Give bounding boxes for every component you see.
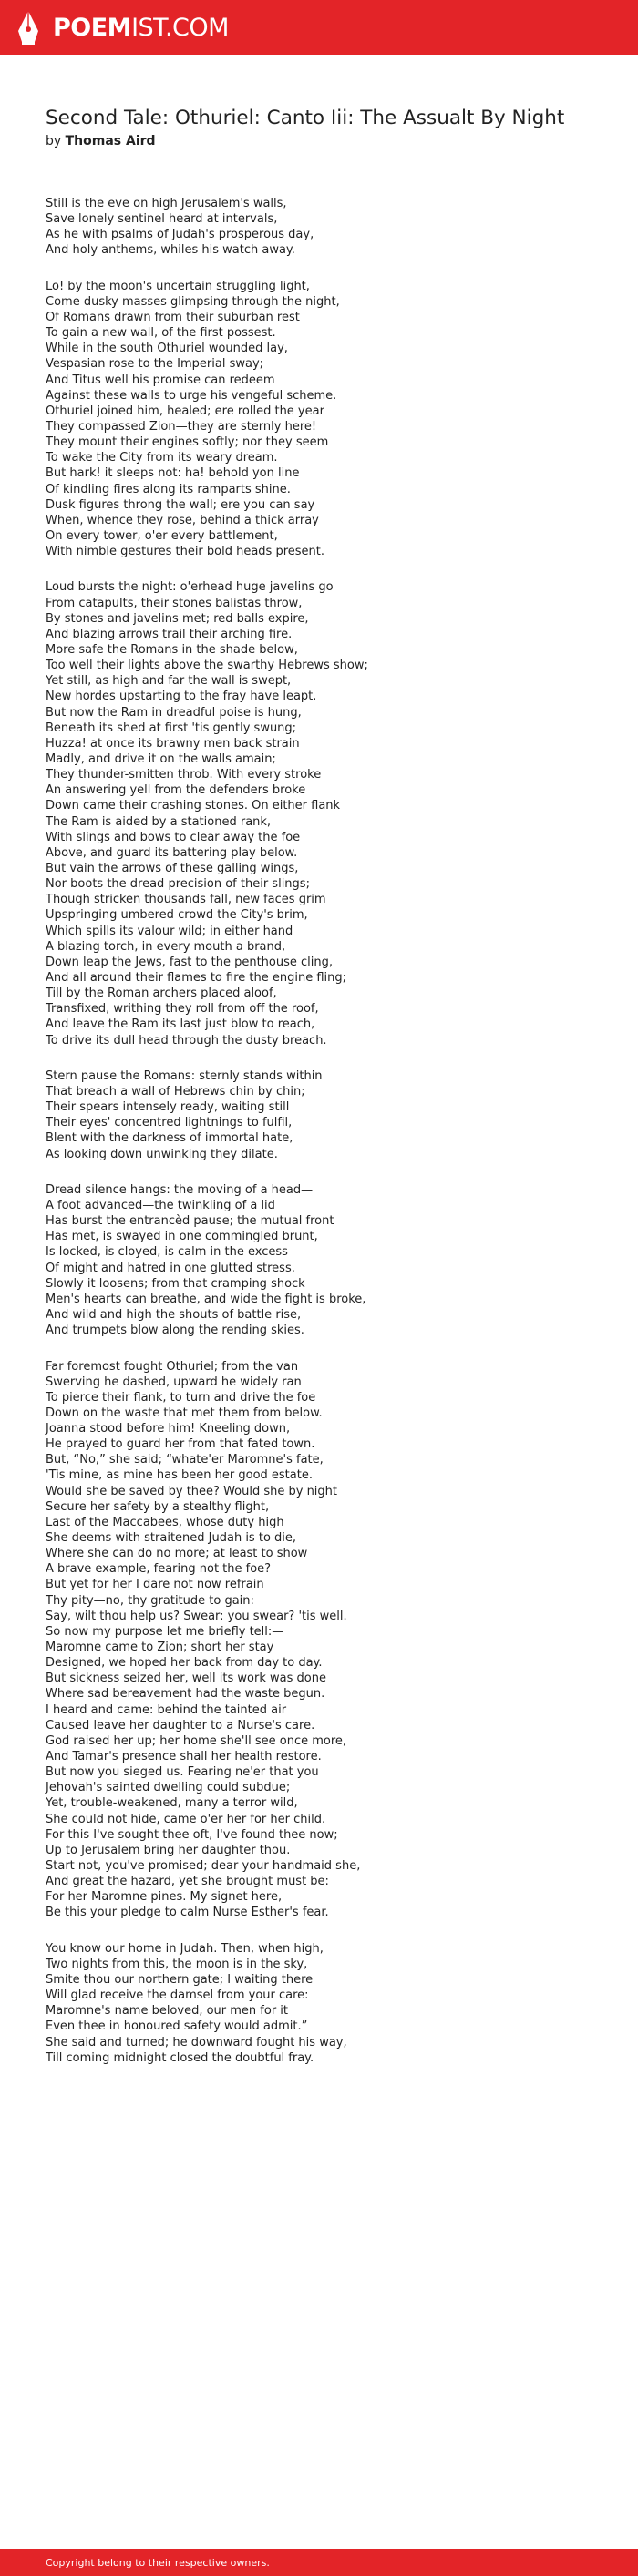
poem-line: Swerving he dashed, upward he widely ran — [46, 1375, 302, 1389]
poem-body — [46, 196, 602, 2066]
poem-line: Come dusky masses glimpsing through the night, — [46, 294, 340, 309]
poem-line: Down came their crashing stones. On either flank — [46, 799, 341, 813]
poem-line: Of kindling fires along its ramparts shine. — [46, 482, 291, 496]
poem-line: Joanna stood before him! Kneeling down, — [46, 1422, 291, 1436]
poem-line: And holy anthems, whiles his watch away. — [46, 243, 295, 258]
poem-line: Till by the Roman archers placed aloof, — [46, 986, 277, 1001]
poem-line: Down on the waste that met them from below. — [46, 1406, 323, 1420]
poem-line: On every tower, o'er every battlement, — [46, 529, 278, 543]
poem-stanza — [46, 1359, 602, 1921]
poem-line: By stones and javelins met; red balls expire, — [46, 611, 309, 626]
poem-line: Last of the Maccabees, whose duty high — [46, 1515, 284, 1529]
site-logo[interactable] — [53, 15, 229, 40]
poem-line: The Ram is aided by a stationed rank, — [46, 814, 272, 829]
poem-line: For her Maromne pines. My signet here, — [46, 1890, 283, 1905]
poem-line: Secure her safety by a stealthy flight, — [46, 1499, 270, 1514]
poem-stanza — [46, 1068, 602, 1162]
author-link[interactable]: Thomas Aird — [65, 134, 156, 148]
poem-line: Designed, we hoped her back from day to day. — [46, 1656, 323, 1671]
poem-line: Say, wilt thou help us? Swear: you swear? 'tis well. — [46, 1609, 347, 1623]
poem-line: Slowly it loosens; from that cramping shock — [46, 1276, 305, 1291]
poem-line: Othuriel joined him, healed; ere rolled the year — [46, 404, 324, 418]
poem-line: She deems with straitened Judah is to die, — [46, 1531, 297, 1546]
poem-line: God raised her up; her home she'll see once more, — [46, 1733, 347, 1748]
poem-line: Their eyes' concentred lightnings to fulfil, — [46, 1116, 293, 1130]
poem-line: Vespasian rose to the Imperial sway; — [46, 357, 264, 372]
poem-line: Where sad bereavement had the waste begun. — [46, 1687, 325, 1702]
poem-line: And leave the Ram its last just blow to reach, — [46, 1017, 315, 1032]
poem-line: She said and turned; he downward fought his way, — [46, 2035, 347, 2050]
poem-line: Far foremost fought Othuriel; from the van — [46, 1359, 299, 1374]
poem-line: While in the south Othuriel wounded lay, — [46, 342, 288, 356]
poem-line: But now the Ram in dreadful poise is hung, — [46, 705, 302, 720]
poem-line: Beneath its shed at first 'tis gently swung; — [46, 721, 297, 735]
poem-line: And Tamar's presence shall her health restore. — [46, 1750, 322, 1764]
poem-stanza — [46, 1941, 602, 2066]
poem-line: She could not hide, came o'er her for her child. — [46, 1812, 326, 1826]
poem-line: As he with psalms of Judah's prosperous day, — [46, 228, 314, 242]
poem-line: Maromne came to Zion; short her stay — [46, 1641, 274, 1655]
poem-line: Against these walls to urge his vengeful scheme. — [46, 388, 337, 403]
poem-line: A blazing torch, in every mouth a brand, — [46, 939, 286, 954]
poem-line: And trumpets blow along the rending skies. — [46, 1324, 304, 1338]
logo-bold-text: POEM — [53, 13, 132, 42]
poem-line: But, “No,” she said; “whate'er Maromne's fate, — [46, 1453, 324, 1467]
poem-line: So now my purpose let me briefly tell:— — [46, 1624, 284, 1639]
poem-line: A brave example, fearing not the foe? — [46, 1562, 272, 1577]
poem-line: That breach a wall of Hebrews chin by chin; — [46, 1085, 305, 1099]
poem-line: With slings and bows to clear away the foe — [46, 830, 301, 844]
poem-line: Thy pity—no, thy gratitude to gain: — [46, 1593, 254, 1608]
poem-stanza — [46, 196, 602, 259]
poem-line: But vain the arrows of these galling wings, — [46, 862, 299, 875]
poem-line: Too well their lights above the swarthy Hebrews show; — [46, 659, 368, 673]
poem-line: For this I've sought thee oft, I've found thee now; — [46, 1827, 338, 1842]
poem-line: Be this your pledge to calm Nurse Esther's fear. — [46, 1906, 329, 1920]
poem-line: He prayed to guard her from that fated town. — [46, 1437, 315, 1452]
poem-line: Yet, trouble-weakened, many a terror wild, — [46, 1796, 298, 1811]
poem-line: Where she can do no more; at least to show — [46, 1547, 308, 1561]
poem-line: To drive its dull head through the dusty breach. — [46, 1033, 327, 1048]
by-label: by — [46, 134, 62, 148]
poem-line: Will glad receive the damsel from your care: — [46, 1988, 309, 2003]
poem-line: Till coming midnight closed the doubtful fray. — [46, 2050, 314, 2065]
poem-line: And blazing arrows trail their arching fire. — [46, 627, 293, 641]
poem-line: Would she be saved by thee? Would she by night — [46, 1484, 338, 1498]
poem-line: Has burst the entrancèd pause; the mutual front — [46, 1214, 334, 1229]
poem-line: From catapults, their stones balistas throw, — [46, 596, 303, 610]
poem-line: Upspringing umbered crowd the City's brim, — [46, 908, 308, 923]
poem-line: Of might and hatred in one glutted stress. — [46, 1261, 295, 1275]
poem-line: Two nights from this, the moon is in the sky, — [46, 1957, 308, 1971]
poem-line: Maromne's name beloved, our men for it — [46, 2004, 289, 2019]
poem-line: Of Romans drawn from their suburban rest — [46, 311, 300, 325]
poem-line: As looking down unwinking they dilate. — [46, 1147, 278, 1161]
poem-line: Men's hearts can breathe, and wide the fight is broke, — [46, 1292, 366, 1306]
poem-line: They compassed Zion—they are sternly here! — [46, 420, 317, 434]
poem-line: When, whence they rose, behind a thick array — [46, 513, 319, 527]
poem-title: Second Tale: Othuriel: Canto Iii: The Assualt By Night — [46, 107, 565, 129]
poem-line: Jehovah's sainted dwelling could subdue; — [46, 1781, 291, 1795]
poem-line: Yet still, as high and far the wall is swept, — [46, 674, 292, 689]
poem-stanza — [46, 279, 602, 560]
poem-line: Stern pause the Romans: sternly stands within — [46, 1068, 323, 1083]
poem-line: Even thee in honoured safety would admit.” — [46, 2019, 308, 2034]
poem-stanza — [46, 579, 602, 1048]
poem-line: To pierce their flank, to turn and drive the foe — [46, 1390, 316, 1405]
poem-line: But yet for her I dare not now refrain — [46, 1578, 264, 1592]
poem-content — [46, 107, 602, 2086]
logo-light-text: IST.COM — [131, 13, 229, 42]
poem-line: Up to Jerusalem bring her daughter thou. — [46, 1843, 291, 1857]
poem-line: But hark! it sleeps not: ha! behold yon line — [46, 466, 300, 481]
poem-line: An answering yell from the defenders broke — [46, 783, 306, 798]
poem-line: And great the hazard, yet she brought must be: — [46, 1875, 329, 1889]
poem-line: 'Tis mine, as mine has been her good estate. — [46, 1468, 313, 1483]
poem-line: To gain a new wall, of the first possest. — [46, 326, 276, 341]
poem-line: And wild and high the shouts of battle rise, — [46, 1308, 302, 1323]
poem-line: Is locked, is cloyed, is calm in the excess — [46, 1245, 288, 1260]
copyright-text: Copyright belong to their respective owners. — [46, 2556, 270, 2569]
poem-line: And Titus well his promise can redeem — [46, 373, 275, 387]
poem-line: They mount their engines softly; nor they seem — [46, 435, 329, 450]
poem-line: Transfixed, writhing they roll from off the roof, — [46, 1002, 319, 1017]
poem-line: Down leap the Jews, fast to the penthouse cling, — [46, 955, 334, 969]
poem-line: Their spears intensely ready, waiting still — [46, 1100, 290, 1115]
byline — [46, 134, 602, 148]
poem-line: Nor boots the dread precision of their slings; — [46, 877, 310, 892]
poem-line: New hordes upstarting to the fray have leapt. — [46, 690, 317, 704]
poem-line: You know our home in Judah. Then, when high, — [46, 1941, 324, 1956]
poem-line: I heard and came: behind the tainted air — [46, 1702, 287, 1717]
poem-line: A foot advanced—the twinkling of a lid — [46, 1199, 275, 1213]
poem-line: Lo! by the moon's uncertain struggling light, — [46, 279, 310, 293]
poem-line: Loud bursts the night: o'erhead huge javelins go — [46, 580, 334, 595]
poem-line: Dusk figures throng the wall; ere you can say — [46, 497, 315, 512]
poem-line: Which spills its valour wild; in either hand — [46, 924, 293, 938]
poem-line: And all around their flames to fire the engine fling; — [46, 970, 346, 985]
poem-line: To wake the City from its weary dream. — [46, 451, 278, 465]
poem-line: Smite thou our northern gate; I waiting there — [46, 1973, 314, 1988]
poem-line: Madly, and drive it on the walls amain; — [46, 752, 276, 767]
poem-line: Blent with the darkness of immortal hate, — [46, 1131, 293, 1146]
site-footer — [0, 2549, 638, 2576]
poem-line: They thunder-smitten throb. With every stroke — [46, 768, 322, 782]
poem-line: Dread silence hangs: the moving of a head— — [46, 1182, 314, 1197]
site-header — [0, 0, 638, 55]
poem-line: Start not, you've promised; dear your handmaid she, — [46, 1859, 361, 1873]
poem-line: Has met, is swayed in one commingled brunt, — [46, 1230, 318, 1244]
poem-stanza — [46, 1182, 602, 1338]
poem-line: Above, and guard its battering play below. — [46, 845, 298, 860]
poem-line: Though stricken thousands fall, new faces grim — [46, 893, 326, 907]
poem-line: Still is the eve on high Jerusalem's walls, — [46, 197, 287, 210]
poem-line: Caused leave her daughter to a Nurse's care. — [46, 1718, 315, 1733]
poem-line: But sickness seized her, well its work was done — [46, 1671, 326, 1686]
pen-nib-icon[interactable] — [16, 9, 40, 46]
poem-line: More safe the Romans in the shade below, — [46, 643, 298, 658]
poem-line: With nimble gestures their bold heads present. — [46, 545, 325, 559]
poem-line: But now you sieged us. Fearing ne'er that you — [46, 1765, 319, 1780]
poem-line: Save lonely sentinel heard at intervals, — [46, 212, 278, 227]
poem-line: Huzza! at once its brawny men back strain — [46, 736, 300, 751]
